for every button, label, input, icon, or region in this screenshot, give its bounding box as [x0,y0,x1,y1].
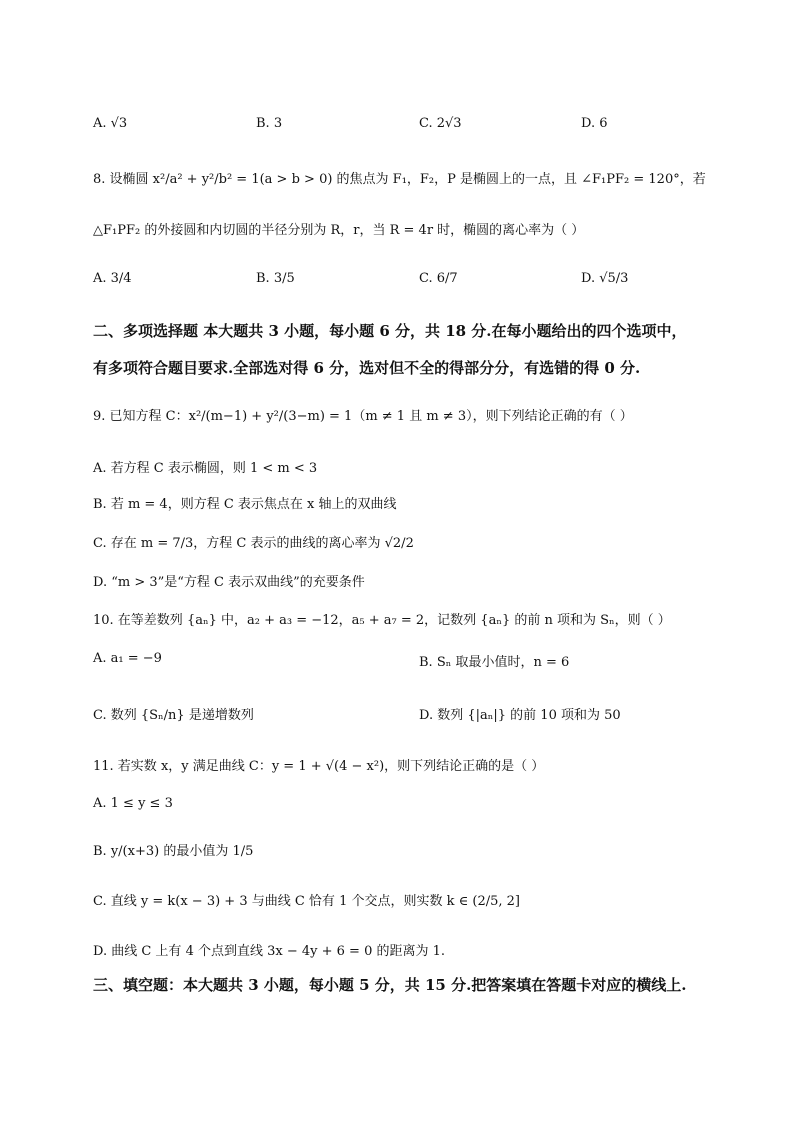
q11-option-a: A. 1 ≤ y ≤ 3 [93,796,173,811]
q11-option-c: C. 直线 y = k(x − 3) + 3 与曲线 C 恰有 1 个交点，则实数 k ∈ (2/5, 2] [93,894,520,909]
q10-stem: 10. 在等差数列 {aₙ} 中，a₂ + a₃ = −12，a₅ + a₇ = 2，记数列 {aₙ} 的前 n 项和为 Sₙ，则（ ） [93,613,671,628]
section3-heading: 三、填空题：本大题共 3 小题，每小题 5 分，共 15 分.把答案填在答题卡对应的横线上. [93,976,687,994]
q8-option-b: B. 3/5 [256,271,295,286]
q8-stem-line2: △F₁PF₂ 的外接圆和内切圆的半径分别为 R，r，当 R = 4r 时，椭圆的离心率为（ ） [93,223,585,238]
q11-option-d: D. 曲线 C 上有 4 个点到直线 3x − 4y + 6 = 0 的距离为 1. [93,944,446,959]
q10-option-c: C. 数列 {Sₙ/n} 是递增数列 [93,708,254,723]
q8-option-c: C. 6/7 [419,271,458,286]
q10-option-b: B. Sₙ 取最小值时，n = 6 [419,655,570,670]
q8-option-a: A. 3/4 [93,271,132,286]
q7-option-a: A. √3 [93,116,128,131]
q9-option-b: B. 若 m = 4，则方程 C 表示焦点在 x 轴上的双曲线 [93,497,397,512]
q7-option-c: C. 2√3 [419,116,462,131]
q11-option-b: B. y/(x+3) 的最小值为 1/5 [93,844,254,859]
q10-option-d: D. 数列 {|aₙ|} 的前 10 项和为 50 [419,708,621,723]
q11-stem: 11. 若实数 x，y 满足曲线 C：y = 1 + √(4 − x²)，则下列结论正确的是（ ） [93,759,545,774]
q10-option-a: A. a₁ = −9 [93,651,162,666]
q8-option-d: D. √5/3 [581,271,629,286]
q9-option-a: A. 若方程 C 表示椭圆，则 1 < m < 3 [93,461,318,476]
q9-option-c: C. 存在 m = 7/3，方程 C 表示的曲线的离心率为 √2/2 [93,536,414,551]
q9-option-d: D. “m > 3”是“方程 C 表示双曲线”的充要条件 [93,575,365,590]
q9-stem: 9. 已知方程 C：x²/(m−1) + y²/(3−m) = 1（m ≠ 1 且 m ≠ 3），则下列结论正确的有（ ） [93,409,633,424]
q7-option-d: D. 6 [581,116,608,131]
section2-heading-line2: 有多项符合题目要求.全部选对得 6 分，选对但不全的得部分分，有选错的得 0 分. [93,359,641,377]
section2-heading-line1: 二、多项选择题 本大题共 3 小题，每小题 6 分，共 18 分.在每小题给出的四个选项中， [93,322,687,340]
q8-stem-line1: 8. 设椭圆 x²/a² + y²/b² = 1(a > b > 0) 的焦点为 F₁，F₂，P 是椭圆上的一点，且 ∠F₁PF₂ = 120°，若 [93,172,706,187]
q7-option-b: B. 3 [256,116,283,131]
